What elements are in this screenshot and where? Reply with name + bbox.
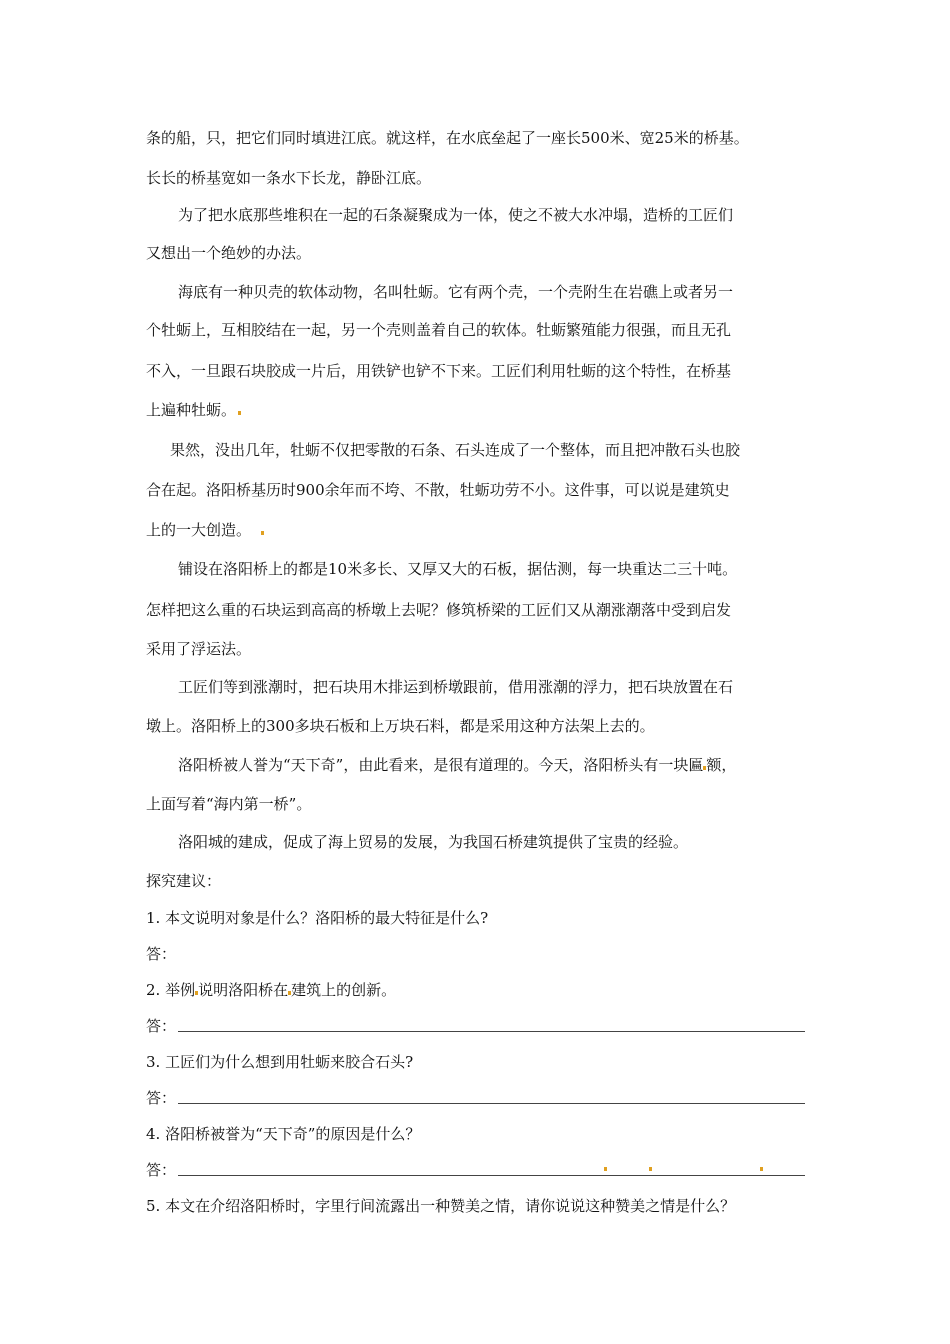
annotation-mark xyxy=(261,531,264,535)
text-line: 铺设在洛阳桥上的都是10米多长、又厚又大的石板，据估测，每一块重达二三十吨。 xyxy=(178,560,738,578)
question-3: 3. 工匠们为什么想到用牡蛎来胶合石头? xyxy=(146,1053,414,1071)
answer-line[interactable] xyxy=(178,1031,805,1032)
text-line: 条的船，只，把它们同时填进江底。就这样，在水底垒起了一座长500米、宽25米的桥基。 xyxy=(146,129,749,147)
text-line: 长长的桥基宽如一条水下长龙，静卧江底。 xyxy=(146,169,432,187)
text-line: 为了把水底那些堆积在一起的石条凝聚成为一体，使之不被大水冲塌，造桥的工匠们 xyxy=(178,206,734,224)
answer-label: 答： xyxy=(146,945,177,963)
text-line: 合在起。洛阳桥基历时900余年而不垮、不散，牡蛎功劳不小。这件事，可以说是建筑史 xyxy=(146,481,730,499)
text-span: 上的一大创造。 xyxy=(146,521,252,539)
answer-line[interactable] xyxy=(178,1103,805,1104)
question-1: 1. 本文说明对象是什么？洛阳桥的最大特征是什么? xyxy=(146,909,489,927)
answer-label: 答： xyxy=(146,1017,177,1035)
text-line: 海底有一种贝壳的软体动物，名叫牡蛎。它有两个壳，一个壳附生在岩礁上或者另一 xyxy=(178,283,734,301)
answer-label: 答： xyxy=(146,1161,177,1179)
annotation-mark xyxy=(649,1167,652,1171)
question-4: 4. 洛阳桥被誉为“天下奇”的原因是什么？ xyxy=(146,1125,421,1143)
answer-label: 答： xyxy=(146,1089,177,1107)
text-span: 上遍种牡蛎。 xyxy=(146,401,237,419)
text-line xyxy=(178,755,736,775)
annotation-mark xyxy=(238,411,241,415)
text-line: 墩上。洛阳桥上的300多块石板和上万块石料，都是采用这种方法架上去的。 xyxy=(146,717,655,735)
text-line: 上面写着“海内第一桥”。 xyxy=(146,795,312,813)
text-line xyxy=(146,520,266,540)
text-line: 怎样把这么重的石块运到高高的桥墩上去呢？修筑桥梁的工匠们又从潮涨潮落中受到启发 xyxy=(146,601,732,619)
text-span: 说明洛阳桥在 xyxy=(198,981,289,999)
text-span: 额， xyxy=(706,756,737,774)
question-2 xyxy=(146,980,396,1000)
answer-line[interactable] xyxy=(178,1175,805,1176)
text-line: 洛阳城的建成，促成了海上贸易的发展，为我国石桥建筑提供了宝贵的经验。 xyxy=(178,833,689,851)
text-span: 建筑上的创新。 xyxy=(291,981,397,999)
question-5: 5. 本文在介绍洛阳桥时，字里行间流露出一种赞美之情，请你说说这种赞美之情是什么？ xyxy=(146,1197,736,1215)
text-span: 洛阳桥被人誉为“天下奇”，由此看来，是很有道理的。今天，洛阳桥头有一块匾 xyxy=(178,756,704,774)
text-line: 果然，没出几年，牡蛎不仅把零散的石条、石头连成了一个整体，而且把冲散石头也胶 xyxy=(170,441,741,459)
text-line: 又想出一个绝妙的办法。 xyxy=(146,244,312,262)
text-line: 采用了浮运法。 xyxy=(146,640,252,658)
annotation-mark xyxy=(604,1167,607,1171)
text-line xyxy=(146,400,243,420)
text-line: 工匠们等到涨潮时，把石块用木排运到桥墩跟前，借用涨潮的浮力，把石块放置在石 xyxy=(178,678,734,696)
annotation-mark xyxy=(760,1167,763,1171)
text-span: 2. 举例 xyxy=(146,981,196,999)
text-line: 个牡蛎上，互相胶结在一起，另一个壳则盖着自己的软体。牡蛎繁殖能力很强，而且无孔 xyxy=(146,321,732,339)
text-line: 不入，一旦跟石块胶成一片后，用铁铲也铲不下来。工匠们利用牡蛎的这个特性，在桥基 xyxy=(146,362,732,380)
section-title: 探究建议： xyxy=(146,872,222,890)
